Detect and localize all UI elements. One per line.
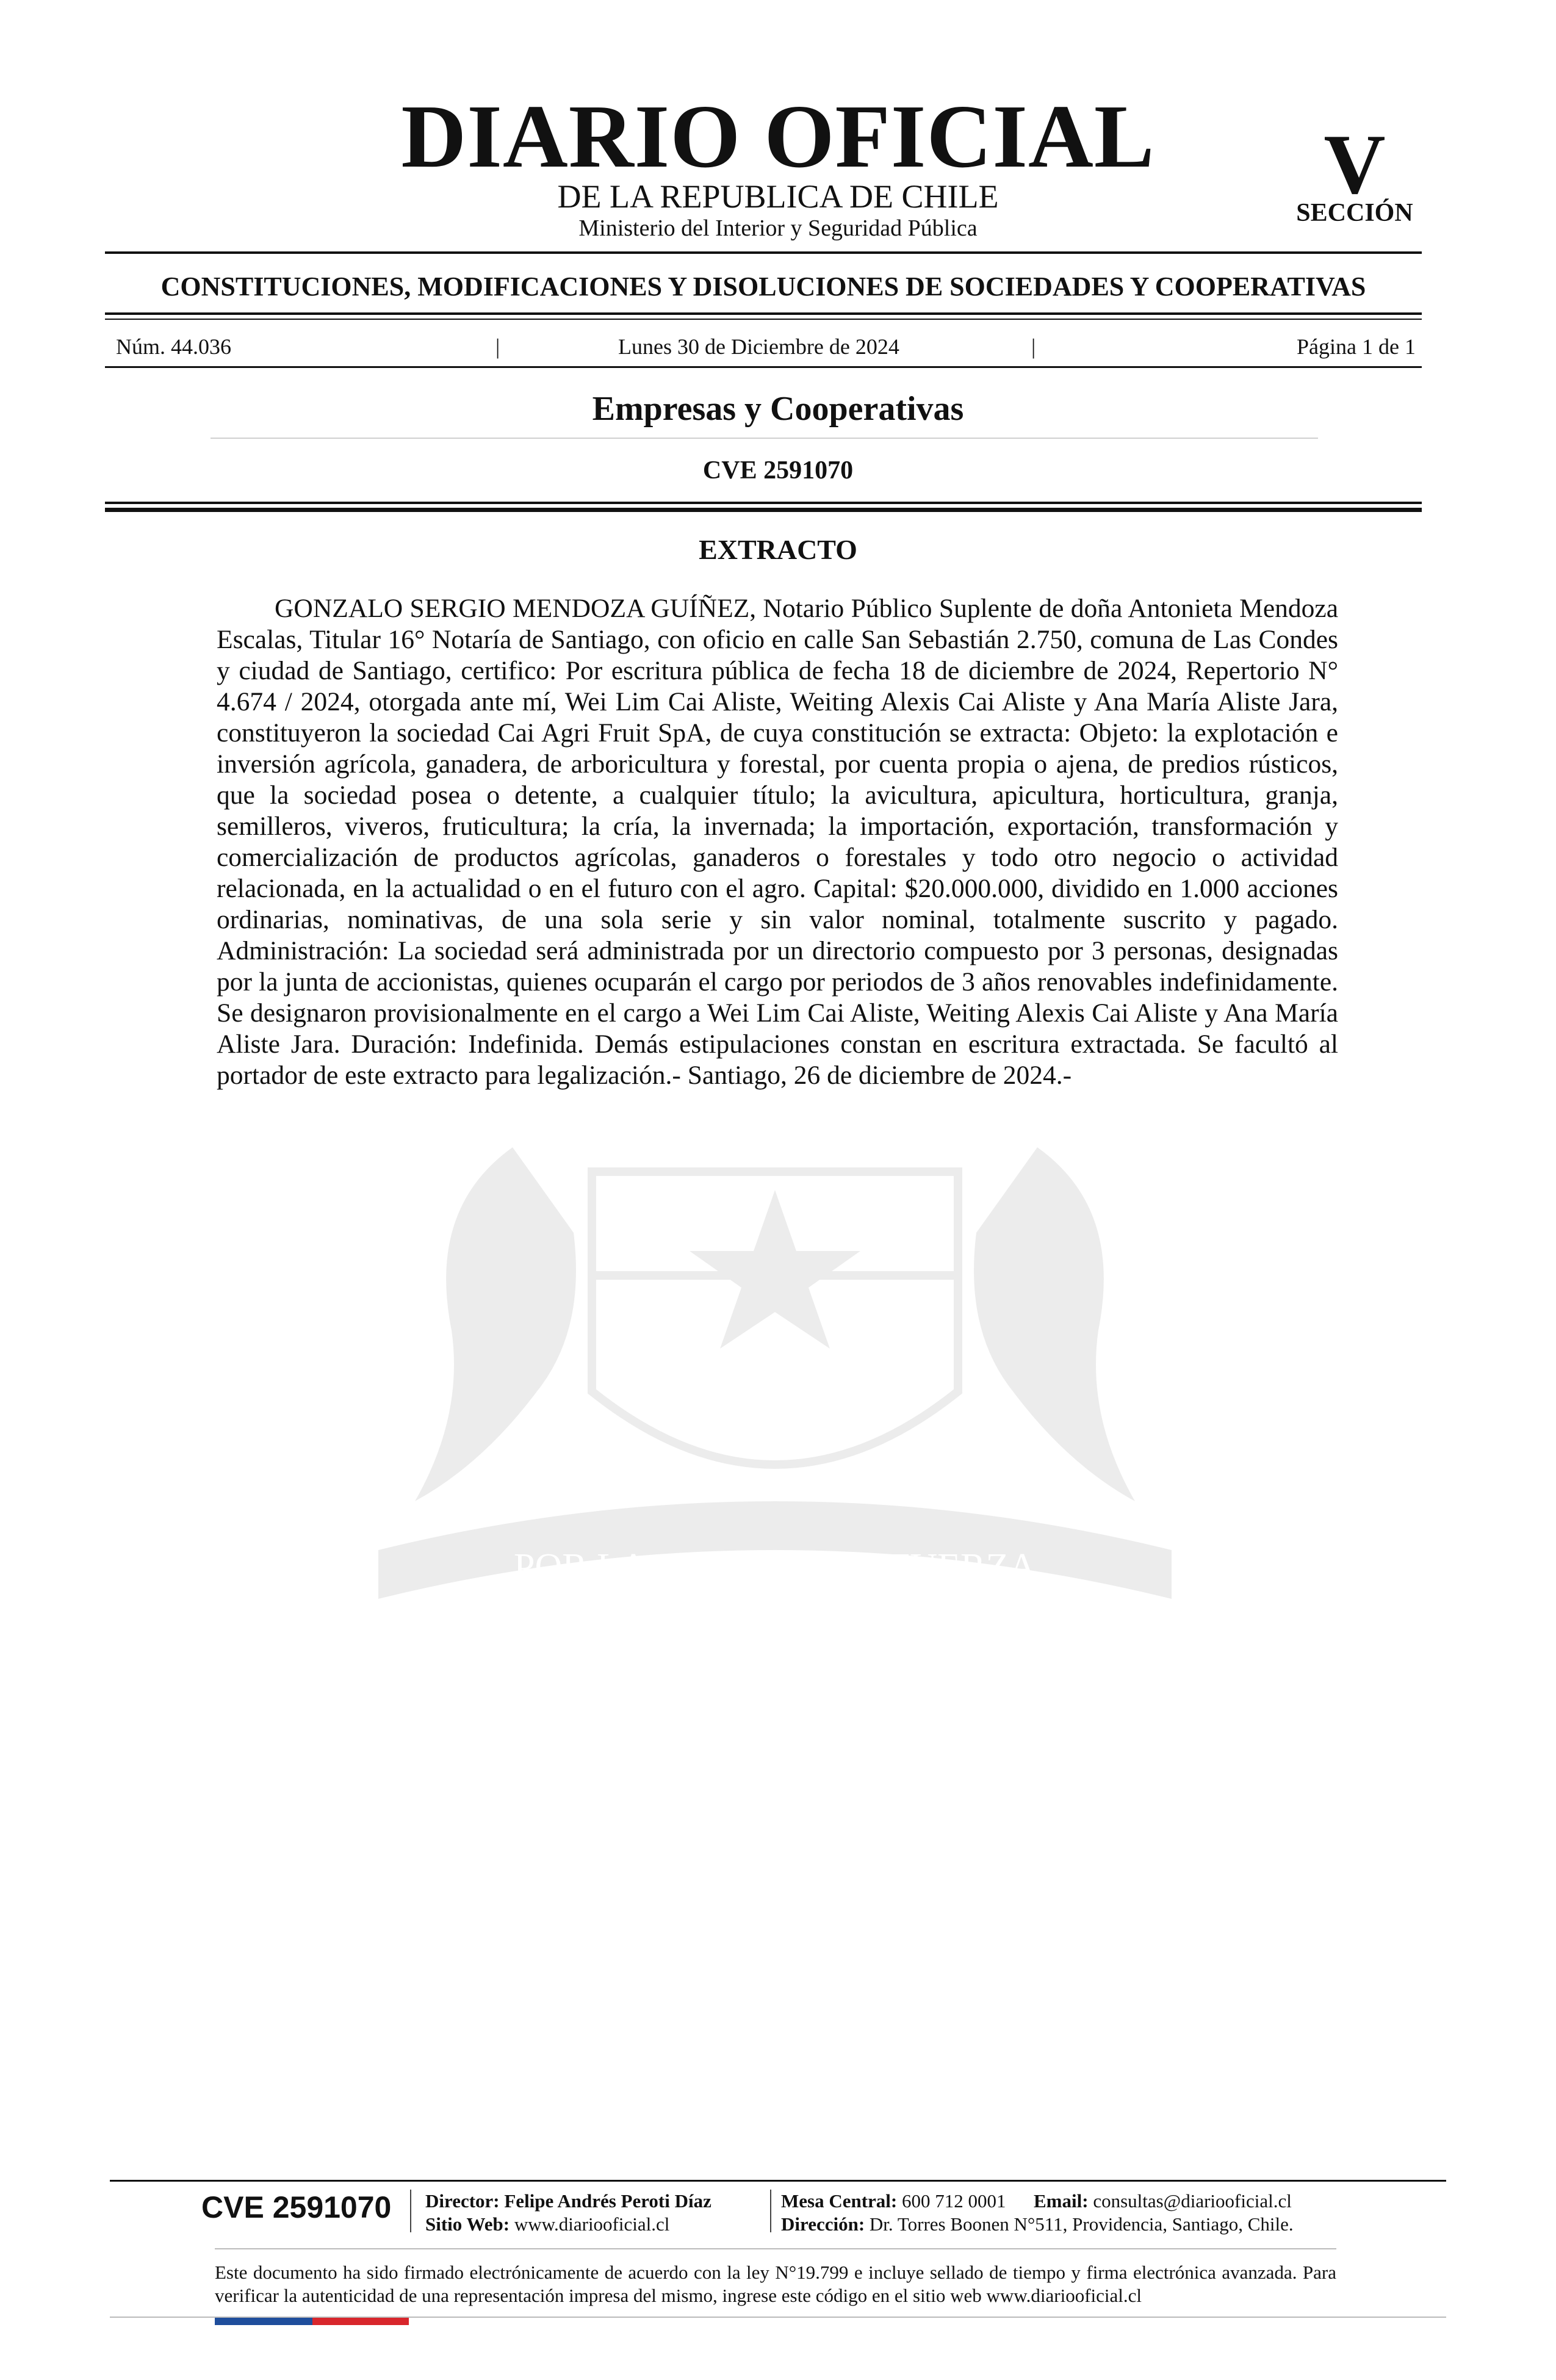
issue-date: Lunes 30 de Diciembre de 2024	[618, 334, 899, 359]
header-divider-top	[105, 251, 1422, 254]
footer-column-separator	[770, 2190, 771, 2232]
footer-cve-code: CVE 2591070	[201, 2190, 392, 2224]
section-label: SECCIÓN	[1296, 199, 1413, 227]
meta-separator: |	[495, 334, 500, 359]
ministry-line: Ministerio del Interior y Seguridad Pública	[578, 215, 978, 241]
section-thin-divider	[211, 438, 1318, 439]
footer-thin-divider	[215, 2248, 1336, 2249]
phone-number: 600 712 0001	[902, 2190, 1006, 2212]
email-label: Email:	[1034, 2190, 1089, 2212]
footer-contact-block	[781, 2190, 1294, 2236]
meta-separator: |	[1031, 334, 1036, 359]
director-name: Felipe Andrés Peroti Díaz	[504, 2190, 711, 2212]
category-heading: CONSTITUCIONES, MODIFICACIONES Y DISOLUCIONES DE SOCIEDADES Y COOPERATIVAS	[160, 272, 1366, 301]
director-label: Director:	[425, 2190, 500, 2212]
category-divider-lower	[105, 319, 1422, 320]
section-letter: V	[1324, 117, 1386, 212]
coat-of-arms-watermark	[195, 1074, 1355, 1684]
watermark-motto: POR LA RAZON O LA FUERZA	[513, 1546, 1037, 1588]
page-indicator: Página 1 de 1	[1297, 334, 1416, 359]
cve-code: CVE 2591070	[702, 456, 854, 485]
website-link[interactable]: www.diariooficial.cl	[514, 2213, 670, 2235]
flag-stripe-red	[312, 2318, 409, 2325]
category-divider-upper	[105, 312, 1422, 315]
document-title: EXTRACTO	[699, 534, 857, 565]
footer-divider-top	[110, 2180, 1446, 2182]
phone-label: Mesa Central:	[781, 2190, 898, 2212]
footer-director-block	[425, 2190, 711, 2236]
document-body: GONZALO SERGIO MENDOZA GUÍÑEZ, Notario Público Suplente de doña Antonieta Mendoza Escalas, Titular 16° Notaría de Santiago, con oficio en calle San Sebastián 2.750, comuna de Las Condes y ciudad de Santiago, certifico: Por escritura pública de fecha 18 de diciembre de 2024, Repertorio N° 4.674 / 2024, otorgada ante mí, Wei Lim Cai Aliste, Weiting Alexis Cai Aliste y Ana María Aliste Jara, constituyeron la sociedad Cai Agri Fruit SpA, de cuya constitución se extracta: Objeto: la explotación e inversión agrícola, ganadera, de arboricultura y forestal, por cuenta propia o ajena, de predios rústicos, que la sociedad posea o detente, a cualquier título; la avicultura, apicultura, horticultura, granja, semilleros, viveros, fruticultura; la cría, la invernada; la importación, exportación, transformación y comercialización de productos agrícolas, ganaderos o forestales y todo otro negocio o actividad relacionada, en la actualidad o en el futuro con el agro. Capital: $20.000.000, dividido en 1.000 acciones ordinarias, nominativas, de una sola serie y sin valor nominal, totalmente suscrito y pagado. Administración: La sociedad será administrada por un directorio compuesto por 3 personas, designadas por la junta de accionistas, quienes ocuparán el cargo por periodos de 3 años renovables indefinidamente. Se designaron provisionalmente en el cargo a Wei Lim Cai Aliste, Weiting Alexis Cai Aliste y Ana María Aliste Jara. Duración: Indefinida. Demás estipulaciones constan en escritura extractada. Se facultó al portador de este extracto para legalización.- Santiago, 26 de diciembre de 2024.-	[217, 594, 1338, 1090]
republic-subtitle: DE LA REPUBLICA DE CHILE	[557, 178, 999, 215]
issue-number: Núm. 44.036	[116, 334, 231, 359]
address-label: Dirección:	[781, 2213, 865, 2235]
address-text: Dr. Torres Boonen N°511, Providencia, Santiago, Chile.	[869, 2213, 1294, 2235]
masthead-title: DIARIO OFICIAL	[401, 87, 1155, 187]
cve-divider-lower	[105, 508, 1422, 512]
section-heading: Empresas y Cooperativas	[592, 390, 964, 428]
footer-column-separator	[410, 2190, 411, 2232]
cve-divider-upper	[105, 502, 1422, 504]
meta-divider	[105, 366, 1422, 368]
flag-stripe-blue	[215, 2318, 312, 2325]
email-link[interactable]: consultas@diariooficial.cl	[1093, 2190, 1292, 2212]
issue-meta-row	[116, 334, 1416, 359]
legal-notice: Este documento ha sido firmado electrónicamente de acuerdo con la ley N°19.799 e incluye sellado de tiempo y firma electrónica avanzada. Para verificar la autenticidad de una representación impresa del mismo, ingrese este código en el sitio web www.diariooficial.cl	[215, 2262, 1336, 2306]
website-label: Sitio Web:	[425, 2213, 510, 2235]
